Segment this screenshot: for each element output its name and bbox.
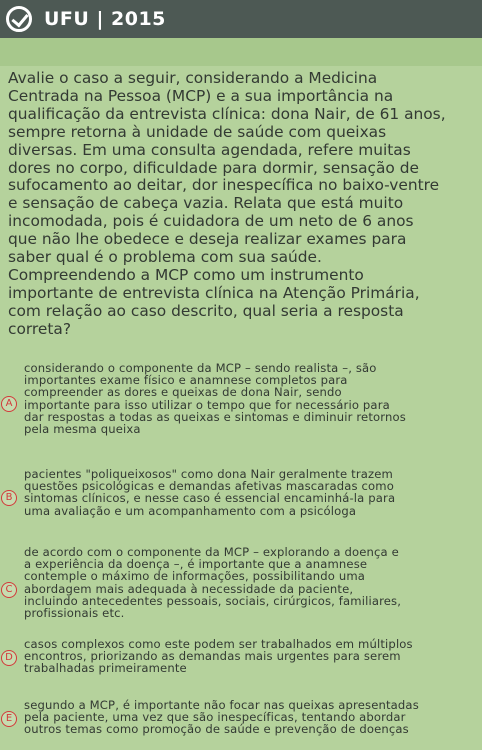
header-divider <box>0 38 482 66</box>
option-letter-badge: E <box>1 711 17 727</box>
option-letter-badge: B <box>1 490 17 506</box>
option-text: casos complexos como este podem ser trabalhados em múltiplos encontros, priorizando as demandas mais urgentes para serem trabalhadas primeiramente <box>24 637 413 676</box>
option-text: de acordo com o componente da MCP – explorando a doença e a experiência da doença –, é importante que a anamnese contemple o máximo de informações, possibilitando uma abordagem mais adequada à necessidade da paciente, incluindo antecedentes pessoais, sociais, cirúrgicos, familiares, profissionais etc. <box>24 545 402 621</box>
option-letter-badge: A <box>1 396 17 412</box>
question-text: Avalie o caso a seguir, considerando a Medicina Centrada na Pessoa (MCP) e a sua importância na qualificação da entrevista clínica: dona Nair, de 61 anos, sempre retorna à unidade de saúde com queixas diversas. Em uma consulta agendada, refere muitas dores no corpo, dificuldade para dormir, sensação de sufocamento ao deitar, dor inespecífica no baixo-ventre e sensação de cabeça vazia. Relata que está muito incomodada, pois é cuidadora de um neto de 6 anos que não lhe obedece e deseja realizar exames para saber qual é o problema com sua saúde. Compreendendo a MCP como um instrumento importante de entrevista clínica na Atenção Primária, com relação ao caso descrito, qual seria a resposta correta? <box>8 69 446 338</box>
exam-title: UFU | 2015 <box>44 8 166 30</box>
option-text: considerando o componente da MCP – sendo realista –, são importantes exame físico e anamnese completos para compreender as dores e queixas de dona Nair, sendo importante para isso utilizar o tempo que for necessário para dar respostas a todas as queixas e sintomas e diminuir retornos pela mesma queixa <box>24 361 406 437</box>
option-letter-badge: D <box>1 650 17 666</box>
option-letter-badge: C <box>1 582 17 598</box>
option-text: pacientes "poliqueixosos" como dona Nair geralmente trazem questões psicológicas e demandas afetivas mascaradas como sintomas clínicos, e nesse caso é essencial encaminhá-la para uma avaliação e um acompanhamento com a psicóloga <box>24 467 396 518</box>
header-bar <box>0 0 482 38</box>
check-circle-icon <box>6 6 32 32</box>
option-text: segundo a MCP, é importante não focar nas queixas apresentadas pela paciente, uma vez que são inespecíficas, tentando abordar outros temas como promoção de saúde e prevenção de doenças <box>24 698 419 737</box>
